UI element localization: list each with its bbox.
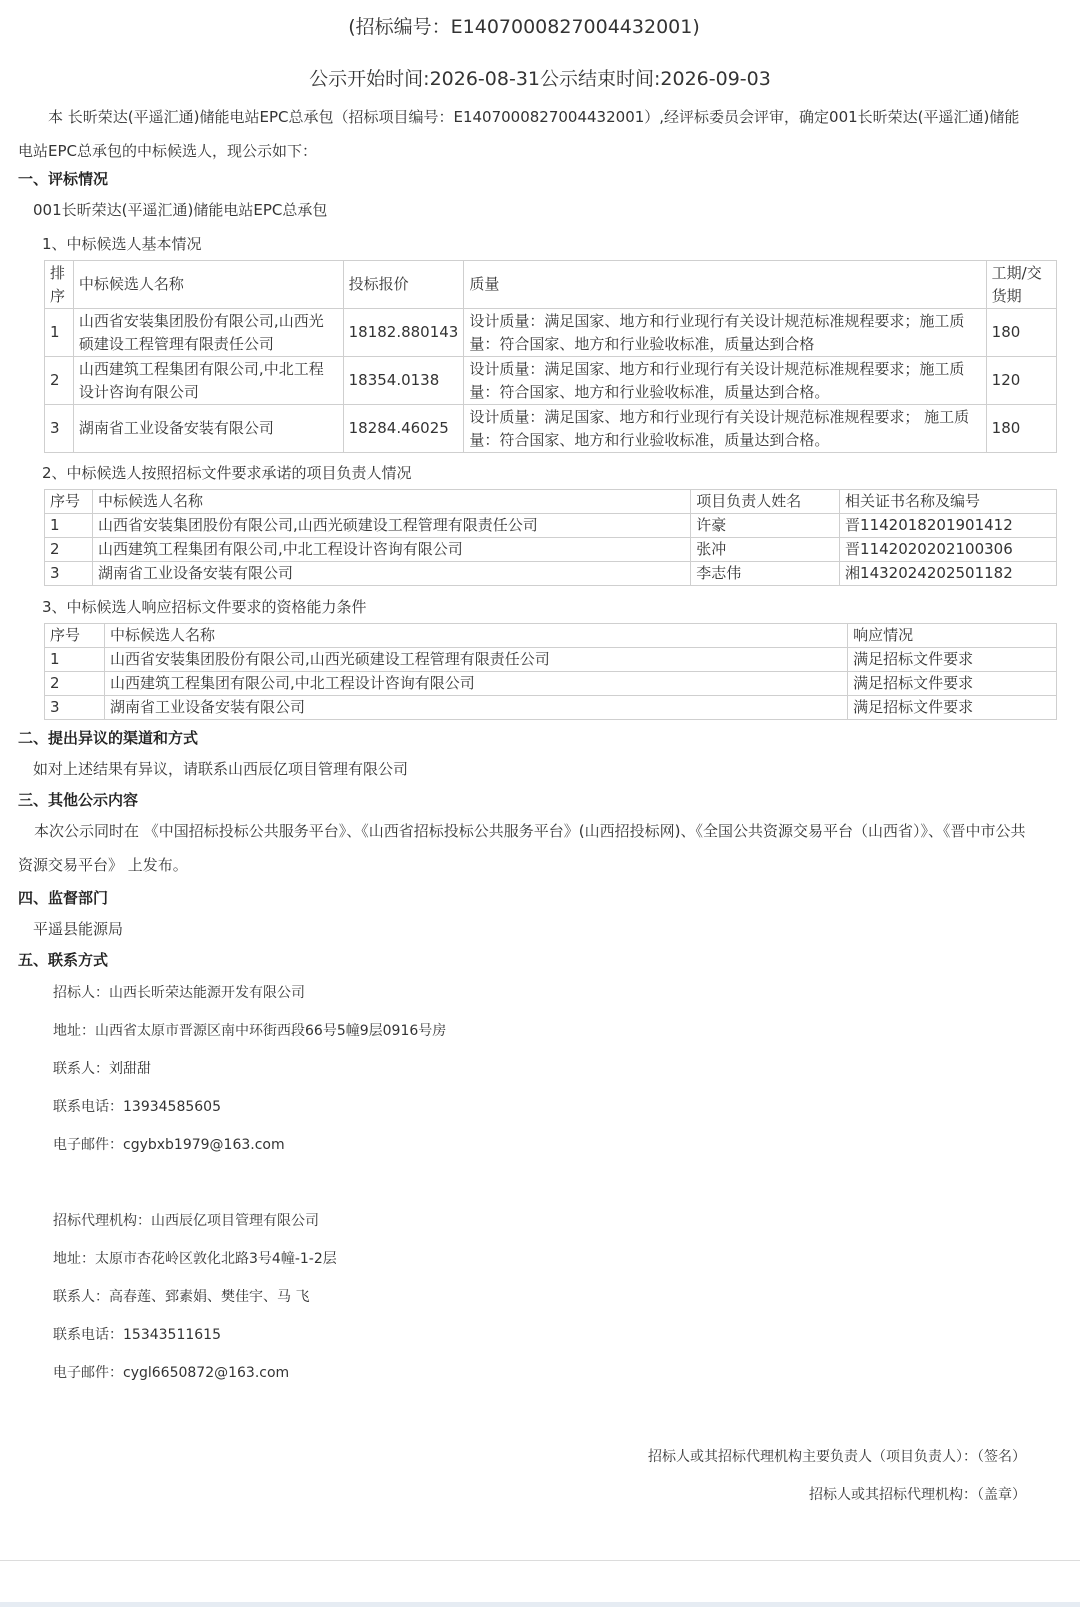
table-cell: 120 (986, 357, 1056, 405)
header-cell: 质量 (464, 261, 986, 309)
table-cell: 18284.46025 (343, 405, 464, 453)
table-cell: 晋1142020202100306 (840, 538, 1057, 562)
table-cell: 山西省安装集团股份有限公司,山西光硕建设工程管理有限责任公司 (73, 309, 343, 357)
tenderer-phone: 联系电话：13934585605 (53, 1099, 221, 1115)
supervision-dept: 平遥县能源局 (33, 920, 124, 938)
table-row (45, 696, 1057, 720)
section-objection-title: 二、提出异议的渠道和方式 (18, 729, 199, 747)
table-cell: 设计质量：满足国家、地方和行业现行有关设计规范标准规程要求； 施工质量：符合国家、地方和行业验收标准，质量达到合格。 (464, 405, 986, 453)
table-cell: 3 (45, 696, 105, 720)
table-cell: 3 (45, 562, 93, 586)
package-name: 001长昕荣达(平遥汇通)储能电站EPC总承包 (33, 201, 328, 219)
header-cell: 中标候选人名称 (73, 261, 343, 309)
table-cell: 满足招标文件要求 (848, 672, 1057, 696)
table-cell: 设计质量：满足国家、地方和行业现行有关设计规范标准规程要求；施工质量：符合国家、地方和行业验收标准，质量达到合格 (464, 309, 986, 357)
table-cell: 设计质量：满足国家、地方和行业现行有关设计规范标准规程要求；施工质量：符合国家、地方和行业验收标准，质量达到合格。 (464, 357, 986, 405)
tender-code: (招标编号：E1407000827004432001) (348, 16, 700, 38)
table-cell: 山西省安装集团股份有限公司,山西光硕建设工程管理有限责任公司 (104, 648, 847, 672)
qualification-table (44, 623, 1057, 720)
table-cell: 李志伟 (691, 562, 840, 586)
table2-title: 2、中标候选人按照招标文件要求承诺的项目负责人情况 (42, 464, 412, 482)
project-manager-table (44, 489, 1057, 586)
table-row (45, 672, 1057, 696)
table-cell: 1 (45, 309, 74, 357)
agency-name: 招标代理机构：山西辰亿项目管理有限公司 (53, 1213, 319, 1229)
table-cell: 张冲 (691, 538, 840, 562)
agency-email: 电子邮件：cygl6650872@163.com (53, 1365, 290, 1381)
footer-bar (0, 1602, 1080, 1607)
header-cell: 响应情况 (848, 624, 1057, 648)
table-row (45, 405, 1057, 453)
table-cell: 3 (45, 405, 74, 453)
section-evaluation-title: 一、评标情况 (18, 170, 109, 188)
table-cell: 山西建筑工程集团有限公司,中北工程设计咨询有限公司 (73, 357, 343, 405)
table-cell: 18354.0138 (343, 357, 464, 405)
table-cell: 2 (45, 357, 74, 405)
table-cell: 山西省安装集团股份有限公司,山西光硕建设工程管理有限责任公司 (92, 514, 690, 538)
agency-phone: 联系电话：15343511615 (53, 1327, 221, 1343)
header-cell: 相关证书名称及编号 (840, 490, 1057, 514)
table-row (45, 514, 1057, 538)
agency-contact: 联系人：高春莲、郅素娟、樊佳宇、马 飞 (53, 1289, 310, 1305)
table-cell: 18182.880143 (343, 309, 464, 357)
intro-paragraph: 本 长昕荣达(平遥汇通)储能电站EPC总承包（招标项目编号：E1407000827004432001）,经评标委员会评审，确定001长昕荣达(平遥汇通)储能电站EPC总承包的中标候选人，现公示如下： (18, 108, 1020, 160)
other-publicity-text: 本次公示同时在 《中国招标投标公共服务平台》、《山西省招标投标公共服务平台》(山西招投标网)、《全国公共资源交易平台（山西省）》、《晋中市公共资源交易平台》 上发布。 (18, 822, 1026, 874)
table-cell: 1 (45, 514, 93, 538)
table-cell: 湖南省工业设备安装有限公司 (104, 696, 847, 720)
table-header-row (45, 261, 1057, 309)
table-cell: 满足招标文件要求 (848, 696, 1057, 720)
tenderer-email: 电子邮件：cgybxb1979@163.com (53, 1137, 285, 1153)
section-contact-title: 五、联系方式 (18, 951, 109, 969)
header-cell: 项目负责人姓名 (691, 490, 840, 514)
table-header-row (45, 490, 1057, 514)
table-cell: 山西建筑工程集团有限公司,中北工程设计咨询有限公司 (92, 538, 690, 562)
table-row (45, 309, 1057, 357)
table-cell: 许豪 (691, 514, 840, 538)
table-cell: 湖南省工业设备安装有限公司 (92, 562, 690, 586)
table1-title: 1、中标候选人基本情况 (42, 235, 202, 253)
table-cell: 湖南省工业设备安装有限公司 (73, 405, 343, 453)
table3-title: 3、中标候选人响应招标文件要求的资格能力条件 (42, 598, 367, 616)
header-cell: 中标候选人名称 (92, 490, 690, 514)
section-other-title: 三、其他公示内容 (18, 791, 139, 809)
publicity-period: 公示开始时间:2026-08-31公示结束时间:2026-09-03 (309, 68, 771, 90)
table-row (45, 538, 1057, 562)
table-header-row (45, 624, 1057, 648)
table-cell: 满足招标文件要求 (848, 648, 1057, 672)
candidate-basic-table (44, 260, 1057, 453)
table-cell: 180 (986, 405, 1056, 453)
header-cell: 投标报价 (343, 261, 464, 309)
header-cell: 工期/交货期 (986, 261, 1056, 309)
table-cell: 山西建筑工程集团有限公司,中北工程设计咨询有限公司 (104, 672, 847, 696)
table-cell: 180 (986, 309, 1056, 357)
seal-line: 招标人或其招标代理机构：（盖章） (809, 1487, 1026, 1503)
header-cell: 序号 (45, 624, 105, 648)
tenderer-contact: 联系人：刘甜甜 (53, 1061, 151, 1077)
header-cell: 中标候选人名称 (104, 624, 847, 648)
table-cell: 2 (45, 672, 105, 696)
section-supervision-title: 四、监督部门 (18, 889, 109, 907)
agency-address: 地址：太原市杏花岭区敦化北路3号4幢-1-2层 (53, 1251, 337, 1267)
table-row (45, 357, 1057, 405)
header-cell: 排序 (45, 261, 74, 309)
header-cell: 序号 (45, 490, 93, 514)
tenderer-name: 招标人：山西长昕荣达能源开发有限公司 (53, 985, 305, 1001)
table-row (45, 648, 1057, 672)
tenderer-address: 地址：山西省太原市晋源区南中环街西段66号5幢9层0916号房 (53, 1023, 447, 1039)
table-row (45, 562, 1057, 586)
divider (0, 1560, 1080, 1561)
table-cell: 湘1432024202501182 (840, 562, 1057, 586)
signature-line: 招标人或其招标代理机构主要负责人（项目负责人）：（签名） (648, 1449, 1026, 1465)
table-cell: 1 (45, 648, 105, 672)
objection-text: 如对上述结果有异议，请联系山西辰亿项目管理有限公司 (33, 760, 409, 778)
table-cell: 晋1142018201901412 (840, 514, 1057, 538)
table-cell: 2 (45, 538, 93, 562)
